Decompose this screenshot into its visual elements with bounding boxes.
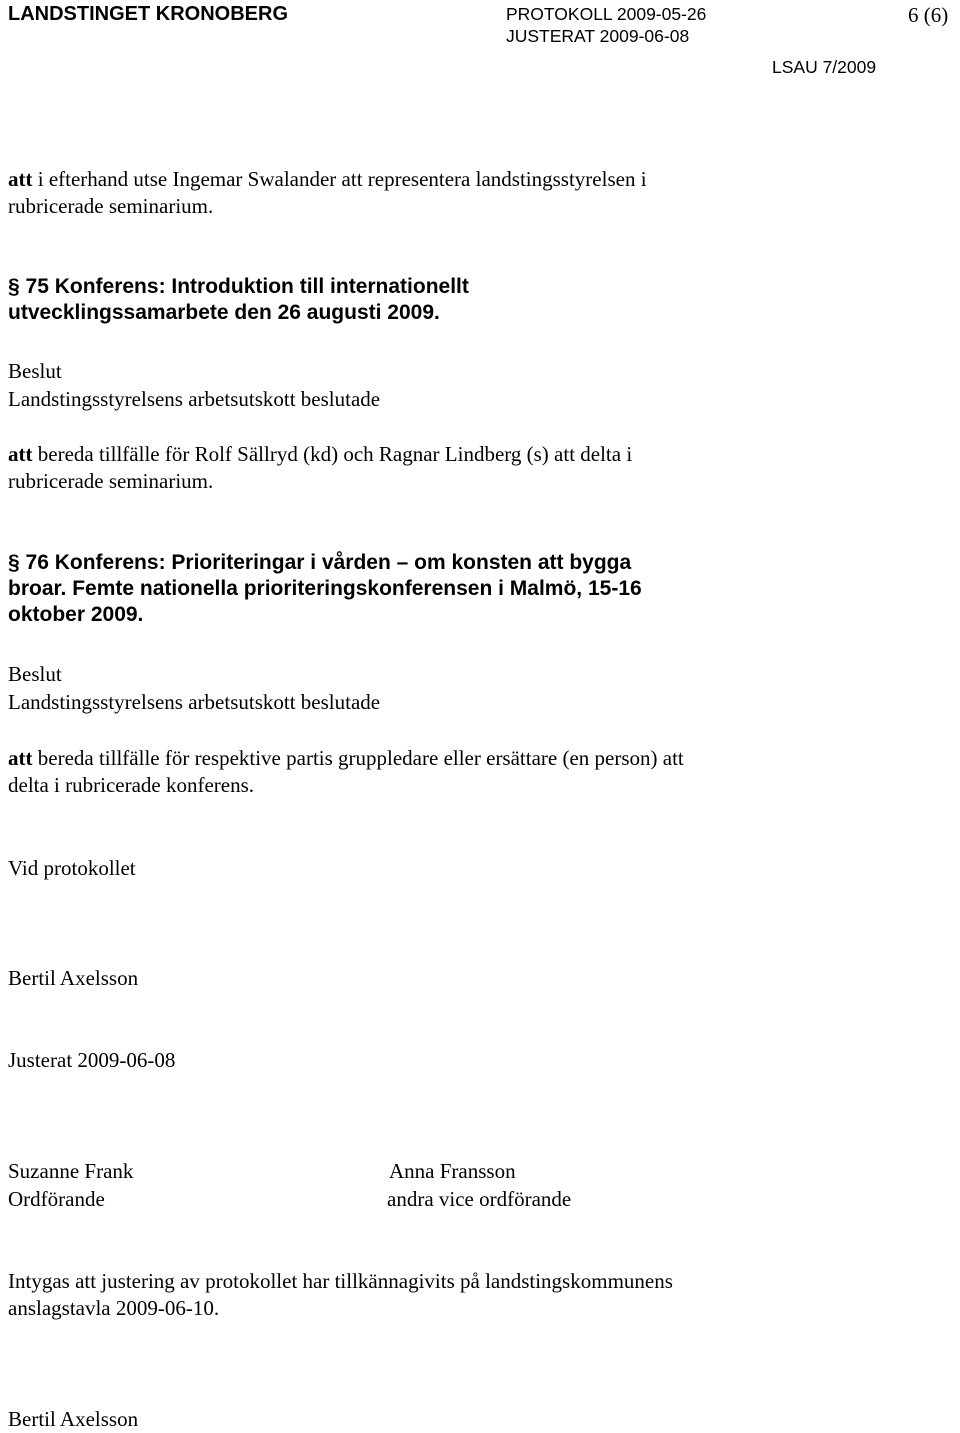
intro-line-2: rubricerade seminarium. bbox=[8, 194, 214, 218]
section-76-title-line-2: broar. Femte nationella prioriteringskonferensen i Malmö, 15-16 bbox=[8, 577, 642, 600]
certifier-name: Bertil Axelsson bbox=[8, 1407, 139, 1431]
section-76-lead: att bbox=[8, 746, 33, 770]
section-75-lead: att bbox=[8, 442, 33, 466]
chair-role: Ordförande bbox=[8, 1187, 105, 1211]
protocol-by-label: Vid protokollet bbox=[8, 856, 136, 880]
section-76-decision-text: Landstingsstyrelsens arbetsutskott beslutade bbox=[8, 690, 381, 714]
page-number: 6 (6) bbox=[908, 3, 949, 27]
organization-name: LANDSTINGET KRONOBERG bbox=[8, 3, 288, 25]
section-75-line-3: bereda tillfälle för Rolf Sällryd (kd) och Ragnar Lindberg (s) att delta i bbox=[32, 442, 633, 466]
section-76-line-5: delta i rubricerade konferens. bbox=[8, 773, 255, 797]
section-75-paragraph bbox=[8, 441, 632, 495]
adjusted-label: Justerat 2009-06-08 bbox=[8, 1048, 176, 1072]
section-sign-75: § bbox=[8, 275, 20, 298]
adjusted-date: JUSTERAT 2009-06-08 bbox=[506, 26, 690, 46]
vice-chair-role: andra vice ordförande bbox=[387, 1187, 572, 1211]
section-76-title-line-1: 76 Konferens: Prioriteringar i vården – om konsten att bygga bbox=[19, 551, 632, 574]
certification-paragraph bbox=[8, 1268, 673, 1322]
section-75-heading bbox=[8, 274, 469, 326]
section-75-line-4: rubricerade seminarium. bbox=[8, 469, 214, 493]
section-75-decision-label: Beslut bbox=[8, 359, 62, 383]
vice-chair-name: Anna Fransson bbox=[389, 1159, 516, 1183]
section-76-decision-label: Beslut bbox=[8, 662, 62, 686]
section-75-title-line-1: 75 Konferens: Introduktion till internationellt bbox=[19, 275, 469, 298]
intro-paragraph bbox=[8, 166, 647, 220]
section-76-line-4: bereda tillfälle för respektive partis gruppledare eller ersättare (en person) att bbox=[32, 746, 684, 770]
section-76-heading bbox=[8, 550, 642, 628]
intro-lead: att bbox=[8, 167, 33, 191]
protocol-date: PROTOKOLL 2009-05-26 bbox=[506, 4, 707, 24]
certification-line-1: Intygas att justering av protokollet har tillkännagivits på landstingskommunens bbox=[8, 1269, 673, 1293]
section-76-paragraph bbox=[8, 745, 684, 799]
secretary-name: Bertil Axelsson bbox=[8, 966, 139, 990]
section-75-title-line-2: utvecklingssamarbete den 26 augusti 2009. bbox=[8, 301, 440, 324]
certification-line-2: anslagstavla 2009-06-10. bbox=[8, 1296, 220, 1320]
section-76-title-line-3: oktober 2009. bbox=[8, 603, 144, 626]
chair-name: Suzanne Frank bbox=[8, 1159, 134, 1183]
reference-number: LSAU 7/2009 bbox=[772, 57, 877, 77]
intro-line-1: i efterhand utse Ingemar Swalander att representera landstingsstyrelsen i bbox=[32, 167, 647, 191]
section-75-decision-text: Landstingsstyrelsens arbetsutskott beslutade bbox=[8, 387, 381, 411]
section-sign-76: § bbox=[8, 551, 20, 574]
